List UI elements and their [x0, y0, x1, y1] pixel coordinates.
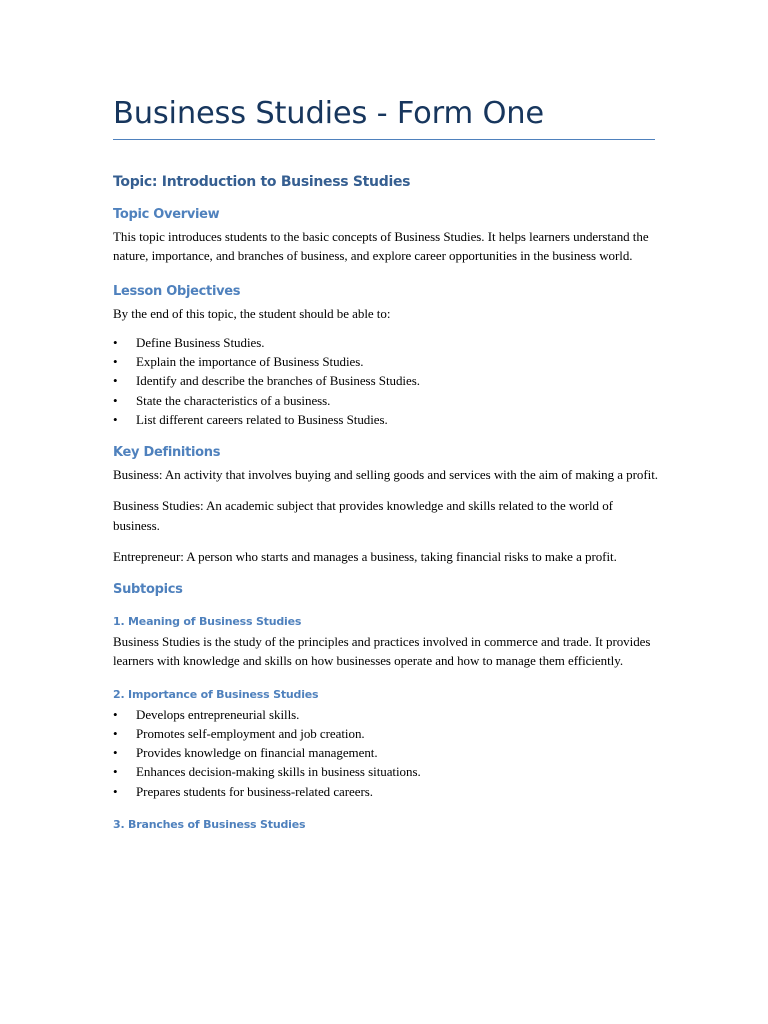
- list-item-text: Identify and describe the branches of Business Studies.: [136, 373, 420, 389]
- key-definitions-heading: Key Definitions: [113, 444, 221, 460]
- bullet-icon: •: [113, 745, 118, 761]
- title-underline-divider: [113, 139, 655, 140]
- list-item: [113, 762, 658, 781]
- bullet-icon: •: [113, 373, 118, 389]
- bullet-icon: •: [113, 725, 118, 741]
- bullet-icon: •: [113, 783, 118, 799]
- bullet-icon: •: [113, 411, 118, 427]
- topic-overview-text: This topic introduces students to the basic concepts of Business Studies. It helps learners understand the nature, importance, and branches of business, and explore career opportunities in the business world.: [113, 229, 649, 264]
- bullet-icon: •: [113, 392, 118, 408]
- document-title: Business Studies - Form One: [113, 96, 544, 131]
- list-item-text: State the characteristics of a business.: [136, 392, 331, 408]
- list-item: [113, 743, 658, 762]
- list-item-text: Define Business Studies.: [136, 334, 265, 350]
- list-item: [113, 333, 658, 352]
- lesson-objectives-list: [113, 333, 658, 429]
- list-item-text: Provides knowledge on financial management.: [136, 745, 378, 761]
- bullet-icon: •: [113, 334, 118, 350]
- subtopics-heading: Subtopics: [113, 582, 183, 598]
- topic-overview-heading: Topic Overview: [113, 207, 220, 222]
- list-item-text: List different careers related to Business Studies.: [136, 411, 388, 427]
- definition-business-studies: Business Studies: An academic subject that provides knowledge and skills related to the world of business.: [113, 498, 613, 533]
- list-item: [113, 371, 658, 390]
- list-item: [113, 391, 658, 410]
- lesson-objectives-intro: By the end of this topic, the student should be able to:: [113, 305, 391, 321]
- bullet-icon: •: [113, 706, 118, 722]
- subtopic-meaning-heading: 1. Meaning of Business Studies: [113, 615, 302, 629]
- subtopic-branches-heading: 3. Branches of Business Studies: [113, 817, 306, 831]
- list-item-text: Enhances decision-making skills in business situations.: [136, 764, 421, 780]
- list-item: [113, 352, 658, 371]
- bullet-icon: •: [113, 354, 118, 370]
- definition-business: Business: An activity that involves buying and selling goods and services with the aim of making a profit.: [113, 466, 658, 482]
- list-item-text: Develops entrepreneurial skills.: [136, 706, 300, 722]
- list-item-text: Explain the importance of Business Studies.: [136, 354, 364, 370]
- list-item: [113, 782, 658, 801]
- topic-heading: Topic: Introduction to Business Studies: [113, 174, 411, 190]
- definition-entrepreneur: Entrepreneur: A person who starts and manages a business, taking financial risks to make a profit.: [113, 548, 617, 564]
- list-item: [113, 410, 658, 429]
- subtopic-meaning-text: Business Studies is the study of the principles and practices involved in commerce and trade. It provides learners with knowledge and skills on how businesses operate and how to manage them efficiently.: [113, 634, 651, 669]
- list-item-text: Prepares students for business-related careers.: [136, 783, 373, 799]
- importance-list: [113, 705, 658, 801]
- document-body: [113, 171, 658, 833]
- lesson-objectives-heading: Lesson Objectives: [113, 283, 241, 299]
- list-item: [113, 705, 658, 724]
- list-item-text: Promotes self-employment and job creation.: [136, 725, 365, 741]
- bullet-icon: •: [113, 764, 118, 780]
- subtopic-importance-heading: 2. Importance of Business Studies: [113, 687, 319, 701]
- list-item: [113, 724, 658, 743]
